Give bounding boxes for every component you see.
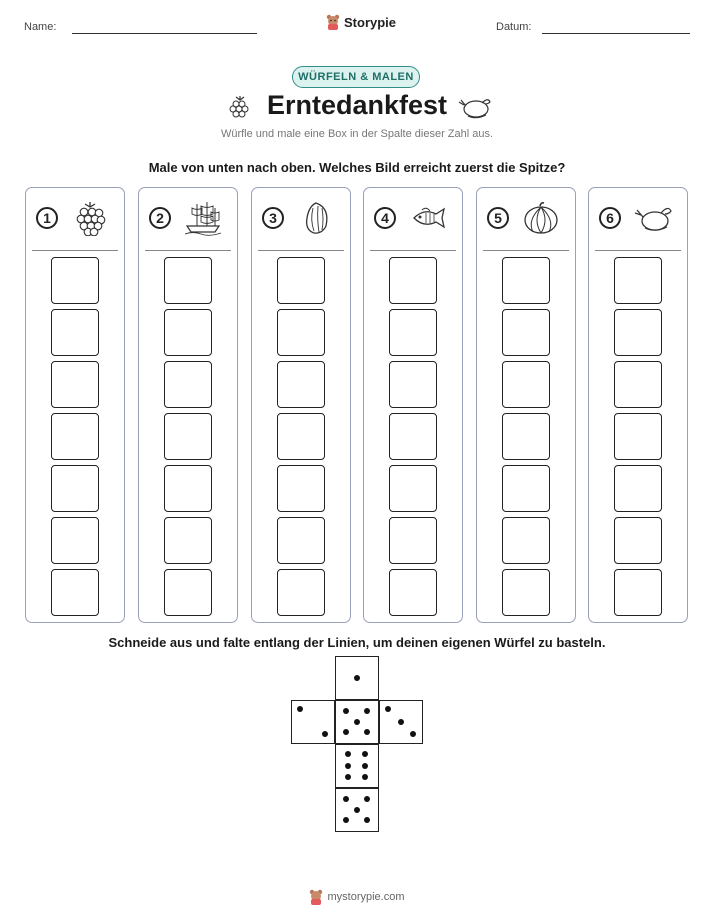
instruction: Male von unten nach oben. Welches Bild erreicht zuerst die Spitze? [148, 160, 566, 175]
die-pip [354, 675, 360, 681]
fish-icon [408, 200, 448, 236]
column-divider [145, 250, 231, 251]
color-box[interactable] [614, 309, 662, 356]
color-box[interactable] [502, 569, 550, 616]
color-box[interactable] [389, 517, 437, 564]
color-box[interactable] [277, 517, 325, 564]
brand-logo [326, 14, 396, 30]
column-5 [476, 187, 576, 623]
roast-turkey-icon [633, 200, 673, 236]
die-pip [297, 706, 303, 712]
color-box[interactable] [389, 257, 437, 304]
die-face-6 [335, 744, 379, 788]
color-box[interactable] [51, 413, 99, 460]
name-label: Name: [24, 21, 57, 33]
name-line [72, 33, 257, 34]
die-pip [354, 807, 360, 813]
column-number: 2 [149, 207, 171, 229]
color-box[interactable] [51, 309, 99, 356]
column-divider [370, 250, 456, 251]
color-box[interactable] [277, 413, 325, 460]
category-badge: WÜRFELN & MALEN [292, 66, 420, 88]
color-box[interactable] [164, 413, 212, 460]
die-pip [364, 817, 370, 823]
page-title: Erntedankfest [266, 90, 448, 120]
ship-icon [183, 200, 223, 236]
color-box[interactable] [502, 309, 550, 356]
die-pip [362, 751, 368, 757]
die-pip [410, 731, 416, 737]
date-label: Datum: [496, 21, 532, 33]
color-box[interactable] [277, 257, 325, 304]
footer [0, 889, 714, 905]
color-box[interactable] [614, 361, 662, 408]
die-face-5 [335, 700, 379, 744]
color-box[interactable] [51, 517, 99, 564]
color-box[interactable] [502, 361, 550, 408]
color-box[interactable] [614, 257, 662, 304]
die-pip [343, 729, 349, 735]
color-box[interactable] [164, 569, 212, 616]
bear-icon [309, 889, 323, 905]
footer-url: mystorypie.com [327, 891, 405, 903]
color-box[interactable] [389, 309, 437, 356]
die-pip [362, 774, 368, 780]
column-divider [483, 250, 569, 251]
die-face-3 [379, 700, 423, 744]
seed-icon [296, 200, 336, 236]
color-box[interactable] [51, 569, 99, 616]
turkey-title-icon [458, 94, 492, 120]
color-box[interactable] [277, 569, 325, 616]
color-box[interactable] [51, 465, 99, 512]
die-pip [343, 708, 349, 714]
die-pip [322, 731, 328, 737]
die-pip [385, 706, 391, 712]
die-face-1 [335, 656, 379, 700]
color-box[interactable] [164, 309, 212, 356]
column-number: 5 [487, 207, 509, 229]
die-pip [364, 708, 370, 714]
color-box[interactable] [502, 517, 550, 564]
color-box[interactable] [389, 413, 437, 460]
color-box[interactable] [389, 361, 437, 408]
die-face-5 [335, 788, 379, 832]
color-box[interactable] [164, 517, 212, 564]
color-box[interactable] [614, 569, 662, 616]
color-box[interactable] [51, 361, 99, 408]
subtitle: Würfle und male eine Box in der Spalte dieser Zahl aus. [220, 128, 494, 140]
column-3 [251, 187, 351, 623]
raspberry-icon [70, 200, 110, 236]
column-4 [363, 187, 463, 623]
column-divider [32, 250, 118, 251]
bear-icon [326, 14, 340, 30]
die-pip [364, 729, 370, 735]
color-box[interactable] [164, 257, 212, 304]
color-box[interactable] [502, 413, 550, 460]
color-box[interactable] [277, 465, 325, 512]
column-1 [25, 187, 125, 623]
color-box[interactable] [389, 569, 437, 616]
column-number: 6 [599, 207, 621, 229]
die-pip [345, 751, 351, 757]
cut-instruction: Schneide aus und falte entlang der Linien, um deinen eigenen Würfel zu basteln. [108, 635, 606, 650]
color-box[interactable] [277, 361, 325, 408]
color-box[interactable] [389, 465, 437, 512]
die-pip [343, 796, 349, 802]
die-pip [345, 763, 351, 769]
column-divider [595, 250, 681, 251]
color-box[interactable] [614, 465, 662, 512]
column-2 [138, 187, 238, 623]
column-divider [258, 250, 344, 251]
color-box[interactable] [277, 309, 325, 356]
die-pip [343, 817, 349, 823]
color-box[interactable] [164, 465, 212, 512]
column-number: 4 [374, 207, 396, 229]
pumpkin-icon [521, 200, 561, 236]
color-box[interactable] [502, 465, 550, 512]
color-box[interactable] [51, 257, 99, 304]
date-line [542, 33, 690, 34]
die-pip [354, 719, 360, 725]
column-number: 1 [36, 207, 58, 229]
die-pip [364, 796, 370, 802]
column-6 [588, 187, 688, 623]
color-box[interactable] [164, 361, 212, 408]
die-face-2 [291, 700, 335, 744]
die-pip [362, 763, 368, 769]
die-pip [398, 719, 404, 725]
color-box[interactable] [614, 413, 662, 460]
die-pip [345, 774, 351, 780]
column-number: 3 [262, 207, 284, 229]
color-box[interactable] [614, 517, 662, 564]
brand-name: Storypie [344, 14, 397, 30]
color-box[interactable] [502, 257, 550, 304]
